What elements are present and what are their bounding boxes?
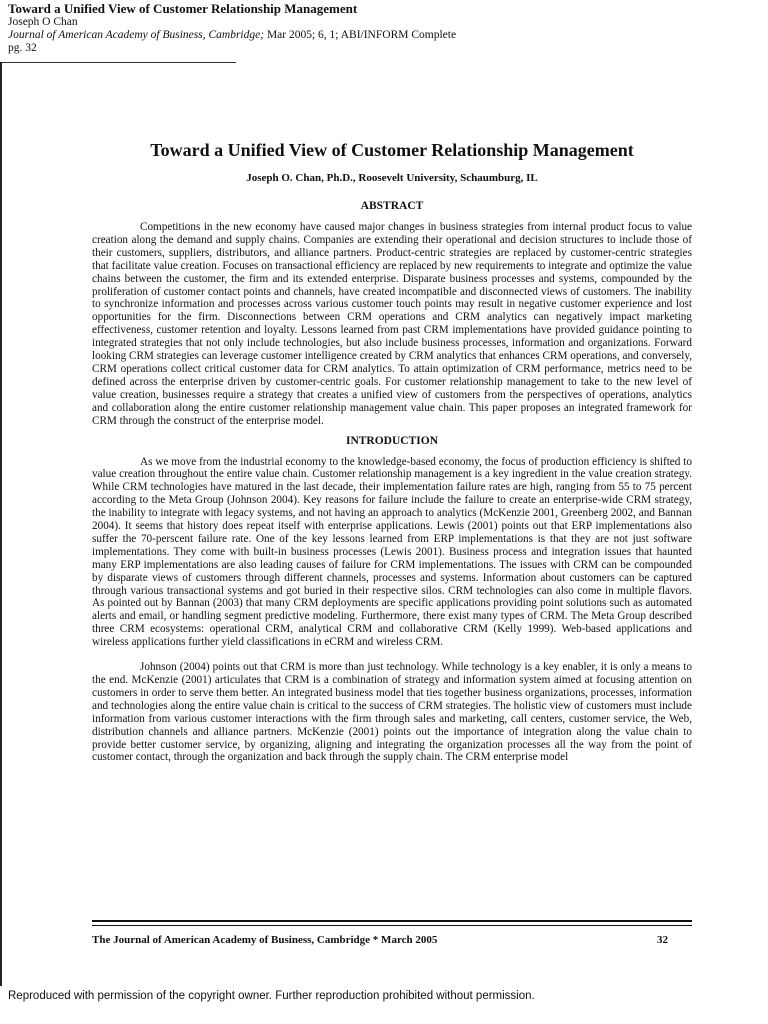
footer-divider-thick: [92, 920, 692, 922]
page-edge-line: [0, 62, 2, 986]
citation-page: pg. 32: [8, 42, 37, 54]
abstract-heading: ABSTRACT: [360, 200, 424, 212]
citation-source: [8, 29, 708, 42]
paper-body: [92, 138, 692, 764]
paper-title: Toward a Unified View of Customer Relationship Management: [150, 140, 634, 160]
introduction-heading: INTRODUCTION: [345, 434, 438, 447]
footer-divider-thin: [92, 925, 692, 926]
abstract-text: Competitions in the new economy have caused major changes in business strategies from internal product focus to value creation along the demand and supply chains. Companies are extending their operational and decision structures to include those of their customers, suppliers, distributors, and alliance partners. Product-centric strategies are replaced by customer-centric strategies that facilitate value creation. Focuses on transactional efficiency are replaced by new requirements to integrate and optimize the value chains between the customer, the firm and its extended enterprise. Disparate business processes and systems, compounded by the proliferation of customer contact points and channels, have created incompatible and disconnected views of customers. The inability to synchronize information and processes across various customer touch points may result in negative customer experience and lost opportunities for the firm. Disconnections between CRM operations and CRM analytics can negatively impact marketing effectiveness, customer retention and loyalty. Lessons learned from past CRM implementations have provided guidance pointing to integrated strategies that not only include technologies, but also include business processes, information and organizations. Forward looking CRM strategies can leverage customer intelligence created by CRM analytics that enhances CRM operations, and conversely, CRM operations collect critical customer data for CRM analytics. To attain optimization of CRM performance, metrics need to be defined across the enterprise driven by customer-centric goals. For customer relationship management to take to the new level of value creation, businesses require a strategy that creates a unified view of customers from the perspectives of operations, analytics and collaboration along the entire customer relationship management value chain. This paper proposes an integrated framework for CRM through the construct of the enterprise model.: [92, 221, 692, 427]
author-byline: Joseph O. Chan, Ph.D., Roosevelt University, Schaumburg, IL: [246, 172, 538, 184]
citation-journal: Journal of American Academy of Business, Cambridge;: [8, 29, 265, 41]
header-divider: [0, 62, 236, 63]
footer-journal-line: The Journal of American Academy of Business, Cambridge * March 2005: [92, 934, 438, 946]
intro-paragraph: As we move from the industrial economy to the knowledge-based economy, the focus of production efficiency is shifted to value creation throughout the entire value chain. Customer relationship management is a key ingredient in the value creation strategy. While CRM technologies have matured in the last decade, their implementation failure rates are high, ranging from 55 to 75 percent according to the Meta Group (Johnson 2004). Key reasons for failure include the failure to create an enterprise-wide CRM strategy, the inability to integrate with legacy systems, and not having an approach to analytics (McKenzie 2001, Greenberg 2002, and Bannan 2004). It seems that history does repeat itself with enterprise applications. Lewis (2001) points out that ERP implementations also suffer the 70-perscent failure rate. One of the key lessons learned from ERP implementations is that they are not just software implementations. They come with built-in business processes (Lewis 2001). Business process and integration issues that haunted many ERP implementations are also leading causes of failure for CRM implementations. The issues with CRM can be compounded by disparate views of customers through different channels, processes and systems. Information about customers can be captured through various transactional systems and got buried in their respective silos. CRM technologies can also come in multiple flavors. As pointed out by Bannan (2003) that many CRM deployments are specific applications providing point solutions such as automated alerts and email, or handling segment predictive modeling. Furthermore, there exist many types of CRM. The Meta Group described three CRM ecosystems: operational CRM, analytical CRM and collaborative CRM (Kelly 1999). Web-based applications and wireless applications further yield classifications in eCRM and wireless CRM.: [92, 455, 692, 649]
page-number: 32: [657, 934, 668, 946]
citation-author: Joseph O Chan: [8, 16, 78, 28]
citation-title: Toward a Unified View of Customer Relationship Management: [8, 1, 358, 16]
citation-issue: Mar 2005; 6, 1; ABI/INFORM Complete: [264, 29, 457, 41]
permission-notice: Reproduced with permission of the copyright owner. Further reproduction prohibited without permission.: [8, 990, 535, 1002]
proquest-citation-header: [8, 2, 708, 55]
intro-paragraph: Johnson (2004) points out that CRM is more than just technology. While technology is a key enabler, it is only a means to the end. McKenzie (2001) articulates that CRM is a combination of strategy and information system aimed at focusing attention on customers in order to serve them better. An integrated business model that ties together business organizations, processes, information and technologies along the entire value chain is critical to the success of CRM strategies. The holistic view of customers must include information from various customer interactions with the firm through sales and marketing, call centers, customer service, the Web, distribution channels and alliance partners. McKenzie (2001) points out the importance of integration along the value chain to provide better customer service, by organizing, aligning and integrating the organization processes all the way from the point of customer contact, through the organization and back through the supply chain. The CRM enterprise model: [92, 661, 692, 764]
